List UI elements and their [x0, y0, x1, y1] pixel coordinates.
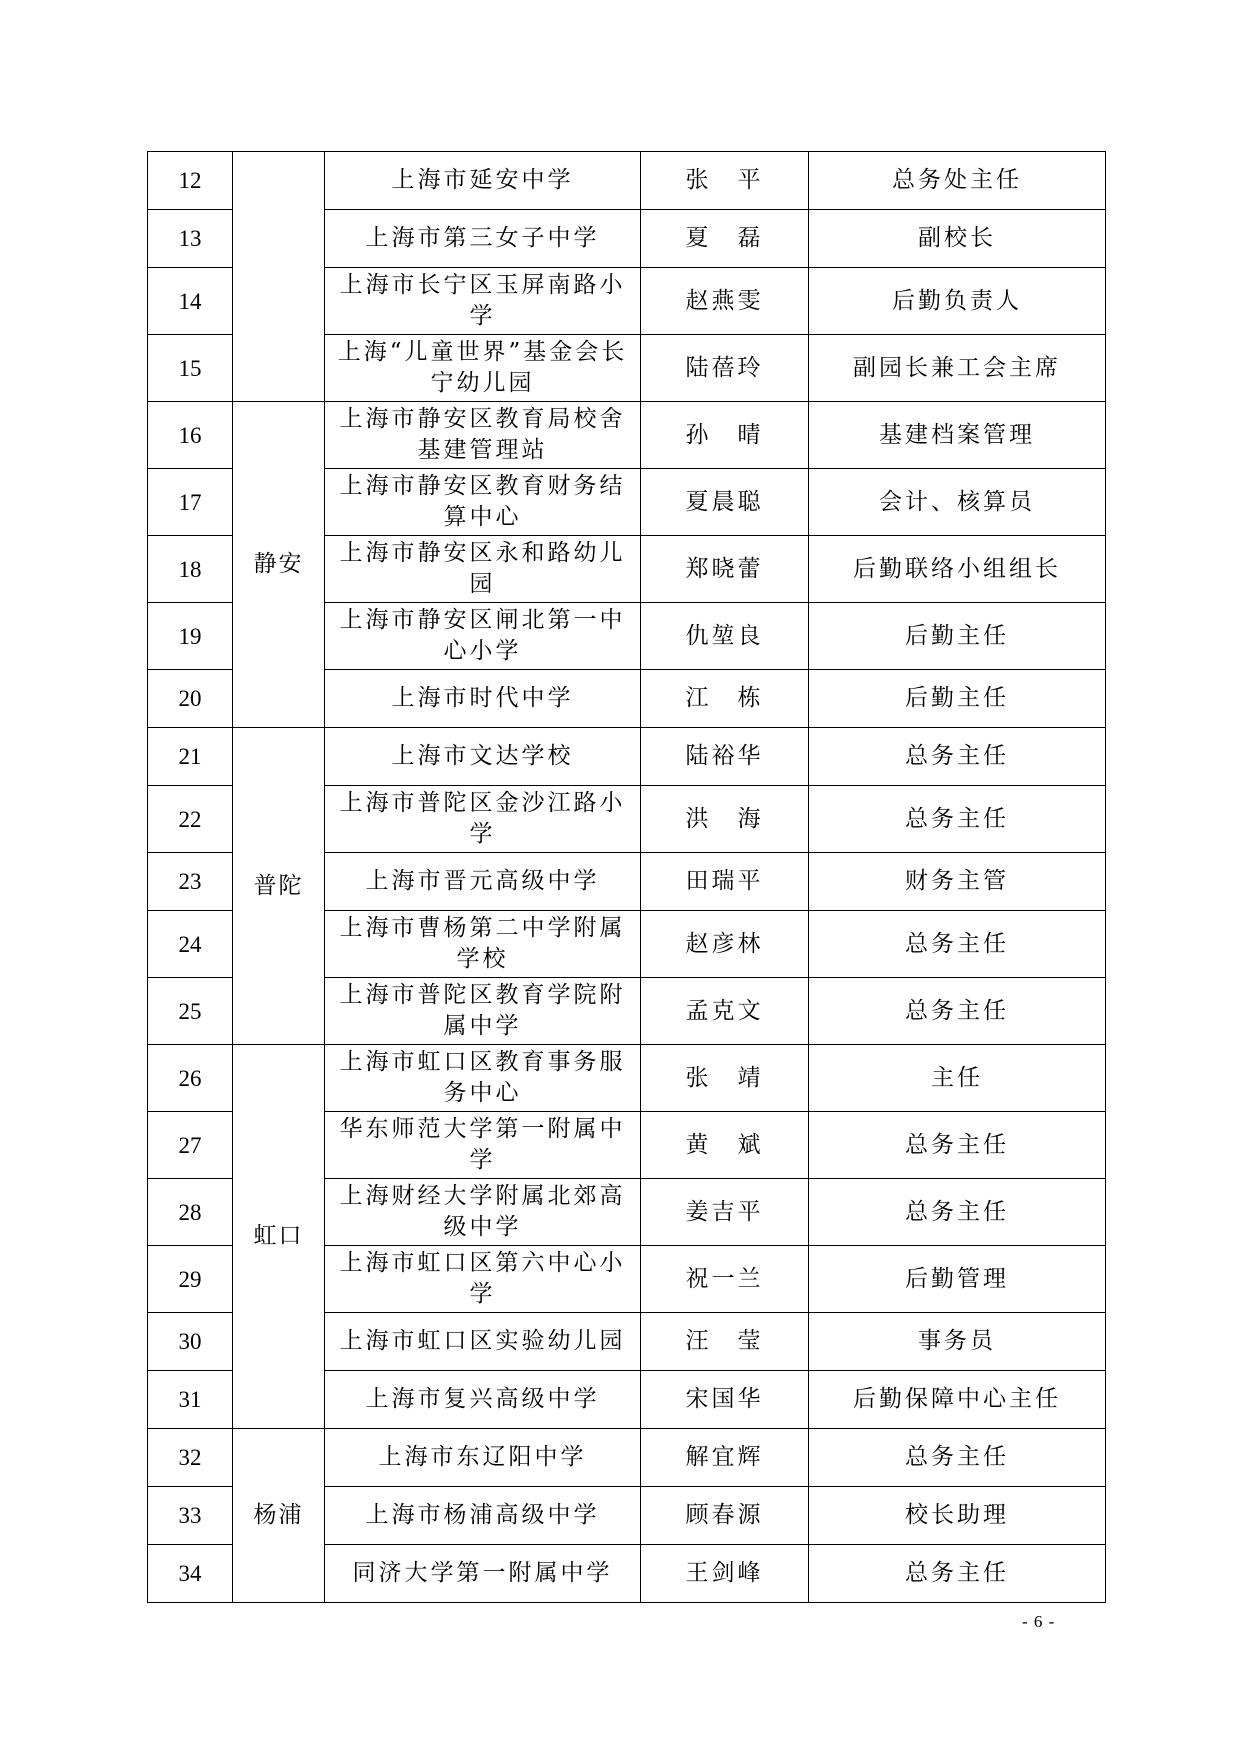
name-cell: 洪 海 [641, 786, 809, 853]
school-cell: 华东师范大学第一附属中学 [325, 1112, 641, 1179]
school-cell: 上海市东辽阳中学 [325, 1429, 641, 1487]
row-number: 15 [148, 335, 233, 402]
school-cell: 同济大学第一附属中学 [325, 1545, 641, 1603]
school-cell: 上海市静安区闸北第一中心小学 [325, 603, 641, 670]
row-number: 29 [148, 1246, 233, 1313]
position-cell: 总务主任 [809, 728, 1106, 786]
name-cell: 陆裕华 [641, 728, 809, 786]
name-cell: 孙 晴 [641, 402, 809, 469]
row-number: 24 [148, 911, 233, 978]
name-cell: 仇堃良 [641, 603, 809, 670]
position-cell: 主任 [809, 1045, 1106, 1112]
name-cell: 田瑞平 [641, 853, 809, 911]
name-cell: 张 靖 [641, 1045, 809, 1112]
school-cell: 上海市长宁区玉屏南路小学 [325, 268, 641, 335]
position-cell: 会计、核算员 [809, 469, 1106, 536]
name-cell: 王剑峰 [641, 1545, 809, 1603]
school-cell: 上海市延安中学 [325, 152, 641, 210]
school-cell: 上海市时代中学 [325, 670, 641, 728]
name-cell: 汪 莹 [641, 1313, 809, 1371]
name-cell: 夏晨聪 [641, 469, 809, 536]
position-cell: 后勤保障中心主任 [809, 1371, 1106, 1429]
position-cell: 事务员 [809, 1313, 1106, 1371]
row-number: 25 [148, 978, 233, 1045]
personnel-table [147, 151, 1106, 1603]
position-cell: 总务主任 [809, 911, 1106, 978]
row-number: 32 [148, 1429, 233, 1487]
name-cell: 顾春源 [641, 1487, 809, 1545]
name-cell: 郑晓蕾 [641, 536, 809, 603]
position-cell: 总务主任 [809, 1112, 1106, 1179]
position-cell: 总务主任 [809, 1545, 1106, 1603]
position-cell: 后勤联络小组组长 [809, 536, 1106, 603]
name-cell: 夏 磊 [641, 210, 809, 268]
row-number: 20 [148, 670, 233, 728]
school-cell: 上海市静安区永和路幼儿园 [325, 536, 641, 603]
row-number: 22 [148, 786, 233, 853]
name-cell: 江 栋 [641, 670, 809, 728]
page-number: - 6 - [1022, 1612, 1056, 1631]
row-number: 27 [148, 1112, 233, 1179]
row-number: 28 [148, 1179, 233, 1246]
row-number: 23 [148, 853, 233, 911]
position-cell: 总务主任 [809, 1179, 1106, 1246]
row-number: 26 [148, 1045, 233, 1112]
name-cell: 祝一兰 [641, 1246, 809, 1313]
position-cell: 总务处主任 [809, 152, 1106, 210]
name-cell: 张 平 [641, 152, 809, 210]
position-cell: 财务主管 [809, 853, 1106, 911]
district-cell: 杨浦 [233, 1429, 325, 1603]
table-row [148, 1045, 1106, 1112]
row-number: 31 [148, 1371, 233, 1429]
row-number: 12 [148, 152, 233, 210]
school-cell: 上海“儿童世界”基金会长宁幼儿园 [325, 335, 641, 402]
school-cell: 上海市第三女子中学 [325, 210, 641, 268]
position-cell: 后勤管理 [809, 1246, 1106, 1313]
name-cell: 宋国华 [641, 1371, 809, 1429]
position-cell: 副园长兼工会主席 [809, 335, 1106, 402]
row-number: 18 [148, 536, 233, 603]
position-cell: 后勤负责人 [809, 268, 1106, 335]
school-cell: 上海市虹口区实验幼儿园 [325, 1313, 641, 1371]
district-cell: 虹口 [233, 1045, 325, 1429]
table-row [148, 728, 1106, 786]
school-cell: 上海市复兴高级中学 [325, 1371, 641, 1429]
school-cell: 上海市虹口区第六中心小学 [325, 1246, 641, 1313]
position-cell: 后勤主任 [809, 603, 1106, 670]
name-cell: 赵彦林 [641, 911, 809, 978]
position-cell: 后勤主任 [809, 670, 1106, 728]
row-number: 16 [148, 402, 233, 469]
table-row [148, 1429, 1106, 1487]
table-row [148, 152, 1106, 210]
school-cell: 上海市晋元高级中学 [325, 853, 641, 911]
position-cell: 总务主任 [809, 786, 1106, 853]
position-cell: 总务主任 [809, 978, 1106, 1045]
name-cell: 陆蓓玲 [641, 335, 809, 402]
school-cell: 上海市普陀区金沙江路小学 [325, 786, 641, 853]
school-cell: 上海财经大学附属北郊高级中学 [325, 1179, 641, 1246]
row-number: 30 [148, 1313, 233, 1371]
district-cell: 普陀 [233, 728, 325, 1045]
position-cell: 副校长 [809, 210, 1106, 268]
name-cell: 孟克文 [641, 978, 809, 1045]
position-cell: 基建档案管理 [809, 402, 1106, 469]
school-cell: 上海市虹口区教育事务服务中心 [325, 1045, 641, 1112]
row-number: 17 [148, 469, 233, 536]
row-number: 19 [148, 603, 233, 670]
name-cell: 赵燕雯 [641, 268, 809, 335]
position-cell: 校长助理 [809, 1487, 1106, 1545]
row-number: 33 [148, 1487, 233, 1545]
row-number: 34 [148, 1545, 233, 1603]
table-row [148, 402, 1106, 469]
school-cell: 上海市静安区教育局校舍基建管理站 [325, 402, 641, 469]
school-cell: 上海市文达学校 [325, 728, 641, 786]
row-number: 14 [148, 268, 233, 335]
school-cell: 上海市静安区教育财务结算中心 [325, 469, 641, 536]
school-cell: 上海市普陀区教育学院附属中学 [325, 978, 641, 1045]
row-number: 13 [148, 210, 233, 268]
district-cell [233, 152, 325, 402]
school-cell: 上海市杨浦高级中学 [325, 1487, 641, 1545]
district-cell: 静安 [233, 402, 325, 728]
position-cell: 总务主任 [809, 1429, 1106, 1487]
name-cell: 黄 斌 [641, 1112, 809, 1179]
school-cell: 上海市曹杨第二中学附属学校 [325, 911, 641, 978]
row-number: 21 [148, 728, 233, 786]
name-cell: 姜吉平 [641, 1179, 809, 1246]
name-cell: 解宜辉 [641, 1429, 809, 1487]
